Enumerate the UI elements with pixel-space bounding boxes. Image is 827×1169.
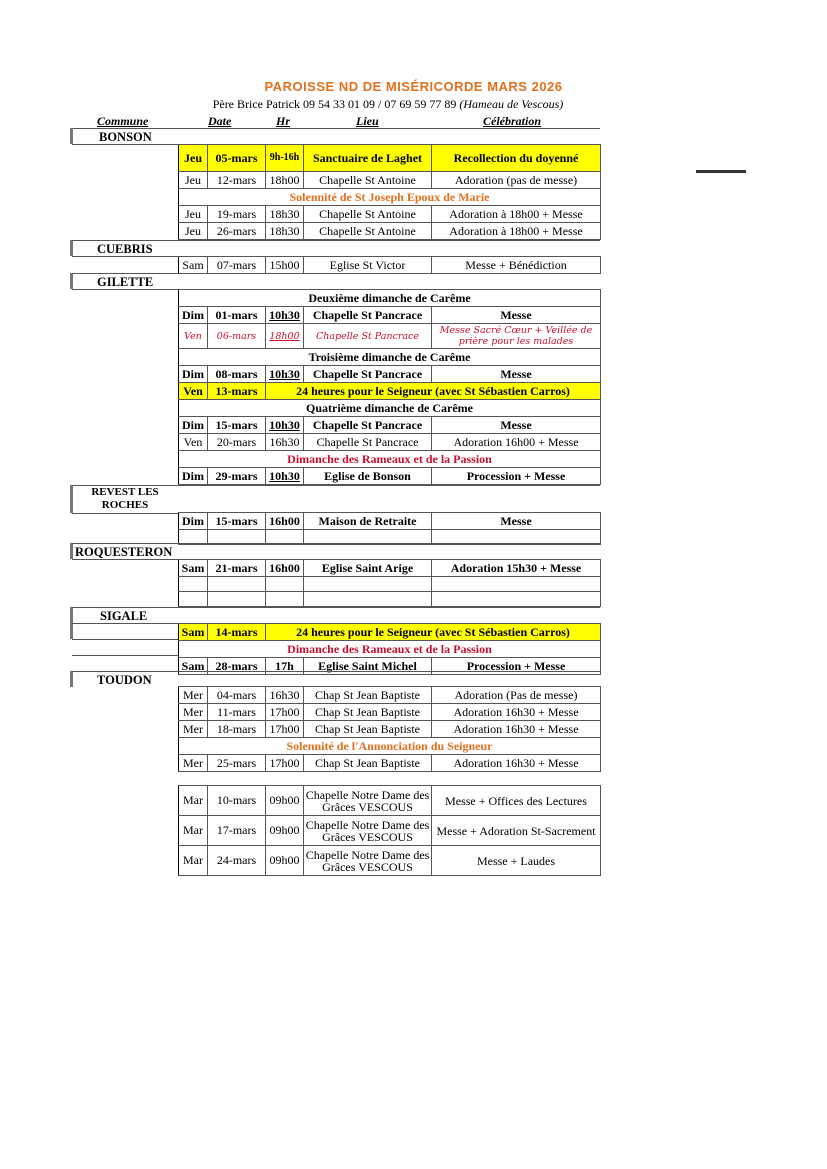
day-cell: Mer <box>179 687 208 704</box>
commune-rule <box>72 289 178 290</box>
celebration-cell: Procession + Messe <box>432 658 601 675</box>
commune-rule <box>72 240 600 241</box>
table-row <box>179 206 601 223</box>
place-cell: Chapelle St Pancrace <box>304 324 432 349</box>
table-row <box>179 560 601 577</box>
date-cell: 26-mars <box>208 223 266 240</box>
day-cell: Sam <box>179 560 208 577</box>
place-cell: Chapelle Notre Dame des Grâces VESCOUS <box>304 846 432 876</box>
hour-cell: 15h00 <box>266 257 304 274</box>
celebration-cell: Adoration 16h30 + Messe <box>432 755 601 772</box>
date-cell: 01-mars <box>208 307 266 324</box>
day-cell: Jeu <box>179 223 208 240</box>
hour-cell: 18h00 <box>266 172 304 189</box>
table-row <box>179 755 601 772</box>
celebration-cell: Adoration (Pas de messe) <box>432 687 601 704</box>
day-cell: Dim <box>179 307 208 324</box>
empty-cell <box>208 592 266 607</box>
place-cell: Chapelle St Antoine <box>304 223 432 240</box>
table-row <box>179 257 601 274</box>
sunday-banner: Deuxième dimanche de Carême <box>179 290 601 307</box>
date-cell: 05-mars <box>208 145 266 172</box>
table-row <box>179 434 601 451</box>
hour-cell: 18h30 <box>266 223 304 240</box>
day-cell: Dim <box>179 468 208 485</box>
vescous-table <box>178 785 601 876</box>
celebration-cell: Messe <box>432 417 601 434</box>
table-row <box>179 223 601 240</box>
commune-rule <box>72 639 178 640</box>
toudon-table <box>178 686 601 772</box>
place-cell: Chapelle St Antoine <box>304 206 432 223</box>
day-cell: Ven <box>179 383 208 400</box>
hour-cell: 09h00 <box>266 846 304 876</box>
feast-banner: Dimanche des Rameaux et de la Passion <box>179 451 601 468</box>
hour-cell <box>266 307 304 324</box>
table-row <box>179 513 601 530</box>
hour-cell: 09h00 <box>266 816 304 846</box>
hour-cell: 9h-16h <box>266 145 304 172</box>
date-cell: 25-mars <box>208 755 266 772</box>
commune-label-revest: REVEST LES ROCHES <box>91 486 159 511</box>
date-cell: 12-mars <box>208 172 266 189</box>
date-cell: 18-mars <box>208 721 266 738</box>
bonson-table <box>178 144 601 240</box>
document-title: PAROISSE ND DE MISÉRICORDE MARS 2026 <box>264 79 563 94</box>
table-row <box>179 846 601 876</box>
day-cell: Ven <box>179 324 208 349</box>
celebration-cell: Messe + Laudes <box>432 846 601 876</box>
day-cell: Jeu <box>179 172 208 189</box>
sunday-banner: Troisième dimanche de Carême <box>179 349 601 366</box>
table-row <box>179 786 601 816</box>
banner-row <box>179 451 601 468</box>
day-cell: Mar <box>179 786 208 816</box>
hour-cell: 17h00 <box>266 721 304 738</box>
date-cell: 04-mars <box>208 687 266 704</box>
place-cell: Chap St Jean Baptiste <box>304 704 432 721</box>
hour-text: 10h30 <box>269 308 300 322</box>
date-cell: 06-mars <box>208 324 266 349</box>
celebration-cell: Messe <box>432 366 601 383</box>
place-cell: Eglise de Bonson <box>304 468 432 485</box>
column-header-lieu: Lieu <box>356 114 379 128</box>
table-row <box>179 624 601 641</box>
day-cell: Sam <box>179 257 208 274</box>
place-cell: Chapelle Notre Dame des Grâces VESCOUS <box>304 786 432 816</box>
commune-bar <box>70 240 73 256</box>
hour-cell: 09h00 <box>266 786 304 816</box>
place-cell: Chap St Jean Baptiste <box>304 687 432 704</box>
sunday-banner: Quatrième dimanche de Carême <box>179 400 601 417</box>
day-cell: Mer <box>179 704 208 721</box>
day-cell: Jeu <box>179 145 208 172</box>
day-cell: Jeu <box>179 206 208 223</box>
date-cell: 15-mars <box>208 513 266 530</box>
commune-rule <box>72 559 178 560</box>
day-cell: Dim <box>179 366 208 383</box>
date-cell: 07-mars <box>208 257 266 274</box>
empty-row <box>179 592 601 607</box>
roquesteron-table <box>178 559 601 607</box>
date-cell: 21-mars <box>208 560 266 577</box>
date-cell: 11-mars <box>208 704 266 721</box>
commune-rule <box>72 273 600 274</box>
column-header-commune: Commune <box>97 114 149 128</box>
place-cell: Sanctuaire de Laghet <box>304 145 432 172</box>
celebration-cell: Procession + Messe <box>432 468 601 485</box>
event-cell: 24 heures pour le Seigneur (avec St Sébastien Carros) <box>266 624 601 641</box>
empty-cell <box>208 577 266 592</box>
commune-rule <box>72 256 178 257</box>
commune-bar <box>70 671 73 687</box>
commune-rule <box>72 655 178 656</box>
table-row <box>179 417 601 434</box>
commune-rule <box>72 543 600 544</box>
banner-row <box>179 349 601 366</box>
feast-banner: Solennité de St Joseph Epoux de Marie <box>179 189 601 206</box>
table-row <box>179 324 601 349</box>
celebration-cell: Adoration (pas de messe) <box>432 172 601 189</box>
banner-row <box>179 189 601 206</box>
empty-row <box>179 577 601 592</box>
day-cell: Sam <box>179 658 208 675</box>
celebration-cell: Messe <box>432 307 601 324</box>
hour-cell: 18h30 <box>266 206 304 223</box>
place-cell: Maison de Retraite <box>304 513 432 530</box>
date-cell: 13-mars <box>208 383 266 400</box>
priest-contact: Père Brice Patrick 09 54 33 01 09 / 07 69 59 77 89 <box>212 97 457 111</box>
date-cell: 17-mars <box>208 816 266 846</box>
commune-rule <box>72 671 600 672</box>
gilette-table <box>178 289 601 485</box>
commune-label-toudon: TOUDON <box>97 673 152 687</box>
event-cell: 24 heures pour le Seigneur (avec St Sébastien Carros) <box>266 383 601 400</box>
table-row <box>179 366 601 383</box>
commune-rule <box>72 513 178 514</box>
celebration-cell: Messe <box>432 513 601 530</box>
celebration-cell: Messe + Bénédiction <box>432 257 601 274</box>
empty-cell <box>304 577 432 592</box>
hour-cell: 17h00 <box>266 755 304 772</box>
commune-bar <box>70 128 73 144</box>
table-row <box>179 172 601 189</box>
revest-table <box>178 512 601 545</box>
commune-rule <box>72 607 600 608</box>
place-cell: Chapelle St Pancrace <box>304 417 432 434</box>
banner-row <box>179 400 601 417</box>
day-cell: Dim <box>179 513 208 530</box>
date-cell: 19-mars <box>208 206 266 223</box>
hour-cell <box>266 366 304 383</box>
place-cell: Chapelle St Pancrace <box>304 307 432 324</box>
date-cell: 14-mars <box>208 624 266 641</box>
commune-rule <box>72 144 178 145</box>
commune-label-roquesteron: ROQUESTERON <box>75 545 173 559</box>
commune-label-sigale: SIGALE <box>100 609 148 623</box>
celebration-cell: Adoration à 18h00 + Messe <box>432 206 601 223</box>
hour-text: 18h00 <box>269 330 300 342</box>
date-cell: 28-mars <box>208 658 266 675</box>
day-cell: Ven <box>179 434 208 451</box>
feast-banner: Dimanche des Rameaux et de la Passion <box>179 641 601 658</box>
date-cell: 24-mars <box>208 846 266 876</box>
hour-cell <box>266 468 304 485</box>
contact-note: (Hameau de Vescous) <box>459 97 564 111</box>
commune-bar <box>70 543 73 559</box>
day-cell: Dim <box>179 417 208 434</box>
commune-label-bonson: BONSON <box>99 130 152 144</box>
date-cell: 10-mars <box>208 786 266 816</box>
place-cell: Chapelle Notre Dame des Grâces VESCOUS <box>304 816 432 846</box>
banner-row <box>179 290 601 307</box>
day-cell: Mer <box>179 755 208 772</box>
empty-cell <box>304 592 432 607</box>
header-rule <box>72 128 600 129</box>
date-cell: 29-mars <box>208 468 266 485</box>
column-header-celebration: Célébration <box>483 114 542 128</box>
celebration-cell: Messe Sacré Cœur + Veillée de prière pour les malades <box>432 324 601 349</box>
empty-cell <box>179 592 208 607</box>
place-cell: Chapelle St Antoine <box>304 172 432 189</box>
celebration-cell: Adoration 15h30 + Messe <box>432 560 601 577</box>
place-cell: Eglise St Victor <box>304 257 432 274</box>
empty-cell <box>266 577 304 592</box>
celebration-cell: Adoration 16h00 + Messe <box>432 434 601 451</box>
day-cell: Mar <box>179 846 208 876</box>
sigale-table <box>178 623 601 675</box>
date-cell: 08-mars <box>208 366 266 383</box>
table-row <box>179 721 601 738</box>
contact-line <box>0 97 776 112</box>
table-row <box>179 145 601 172</box>
day-cell: Sam <box>179 624 208 641</box>
cuebris-table <box>178 256 601 274</box>
hour-cell: 16h00 <box>266 513 304 530</box>
commune-label-cuebris: CUEBRIS <box>97 242 153 256</box>
place-cell: Chap St Jean Baptiste <box>304 721 432 738</box>
celebration-cell: Recollection du doyenné <box>432 145 601 172</box>
table-row <box>179 468 601 485</box>
commune-bar <box>70 485 73 513</box>
margin-dash <box>696 170 746 173</box>
day-cell: Mar <box>179 816 208 846</box>
celebration-cell: Messe + Offices des Lectures <box>432 786 601 816</box>
celebration-cell: Messe + Adoration St-Sacrement <box>432 816 601 846</box>
place-cell: Eglise Saint Michel <box>304 658 432 675</box>
table-row <box>179 307 601 324</box>
table-row <box>179 383 601 400</box>
banner-row <box>179 641 601 658</box>
hour-text: 10h30 <box>269 469 300 483</box>
hour-text: 10h30 <box>269 418 300 432</box>
empty-cell <box>432 577 601 592</box>
commune-label-gilette: GILETTE <box>97 275 154 289</box>
hour-cell: 17h <box>266 658 304 675</box>
table-row <box>179 816 601 846</box>
column-header-hr: Hr <box>276 114 291 128</box>
table-row <box>179 687 601 704</box>
date-cell: 20-mars <box>208 434 266 451</box>
banner-row <box>179 738 601 755</box>
empty-cell <box>432 592 601 607</box>
table-row <box>179 704 601 721</box>
hour-cell: 16h30 <box>266 687 304 704</box>
celebration-cell: Adoration à 18h00 + Messe <box>432 223 601 240</box>
hour-text: 10h30 <box>269 367 300 381</box>
empty-cell <box>266 592 304 607</box>
empty-cell <box>179 577 208 592</box>
date-cell: 15-mars <box>208 417 266 434</box>
place-cell: Chap St Jean Baptiste <box>304 755 432 772</box>
hour-cell <box>266 324 304 349</box>
place-cell: Chapelle St Pancrace <box>304 434 432 451</box>
hour-cell <box>266 417 304 434</box>
place-cell: Eglise Saint Arige <box>304 560 432 577</box>
hour-cell: 16h30 <box>266 434 304 451</box>
feast-banner: Solennité de l'Annonciation du Seigneur <box>179 738 601 755</box>
place-cell: Chapelle St Pancrace <box>304 366 432 383</box>
celebration-cell: Adoration 16h30 + Messe <box>432 721 601 738</box>
celebration-cell: Adoration 16h30 + Messe <box>432 704 601 721</box>
hour-cell: 17h00 <box>266 704 304 721</box>
column-header-date: Date <box>208 114 232 128</box>
hour-cell: 16h00 <box>266 560 304 577</box>
day-cell: Mer <box>179 721 208 738</box>
commune-bar <box>70 273 73 289</box>
